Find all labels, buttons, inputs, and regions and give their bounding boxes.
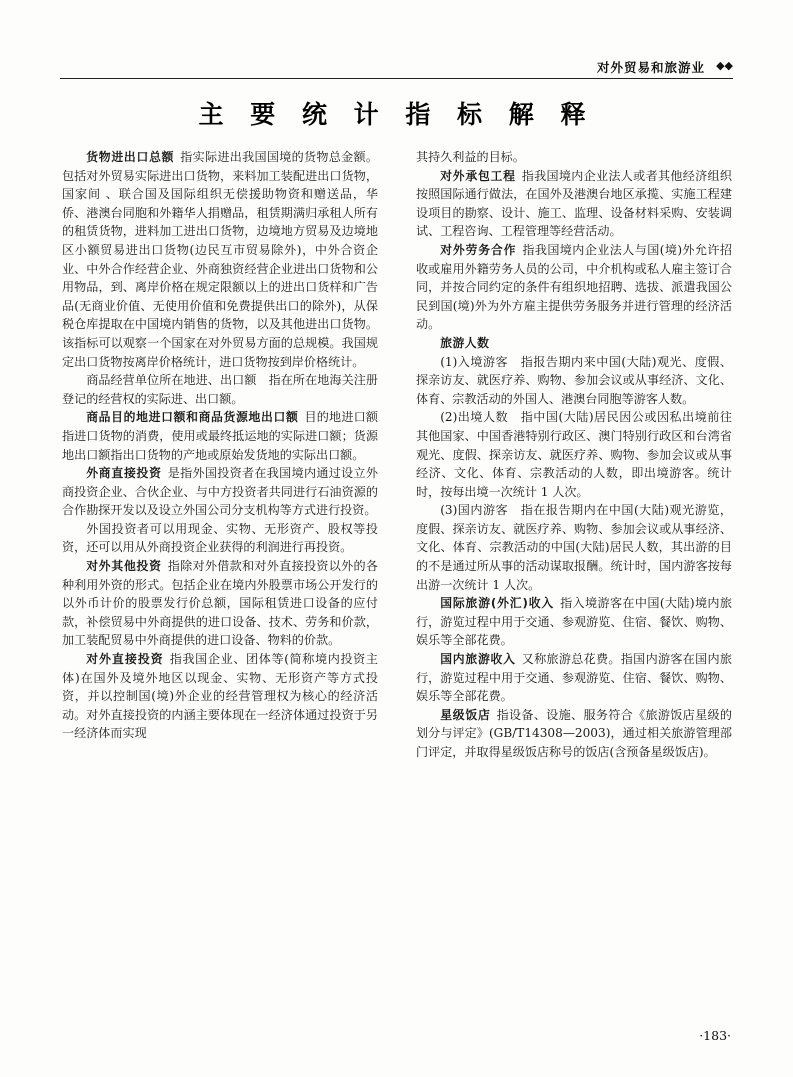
term-body: 指我国境内企业法人或者其他经济组织按照国际通行做法，在国外及港澳台地区承揽、实施工程建设项目的勘察、设计、施工、监理、设备材料采购、安装调试、工程咨询、工程管理等经营活动。 [416, 168, 732, 239]
term-body: 指除对外借款和对外直接投资以外的各种利用外资的形式。包括企业在境内外股票市场公开发行的以外币计价的股票发行价总额，国际租赁进口设备的应付款，补偿贸易中外商提供的进口设备、技术、劳务和价款，加工装配贸易中外商提供的进口设备、物料的价款。 [62, 559, 378, 648]
paragraph [416, 501, 732, 594]
left-column [62, 148, 378, 762]
term-body: 指实际进出我国国境的货物总金额。包括对外贸易实际进出口货物，来料加工装配进出口货物，国家间 、联合国及国际组织无偿援助物资和赠送品，华侨、港澳台同胞和外籍华人捐赠品，租赁期满归承租人所有的租赁货物，进料加工进出口货物，边境地方贸易及边境地区小额贸易进出口货物(边民互市贸易除外)，中外合资企业、中外合作经营企业、外商独资经营企业进出口货物和公用物品，到、离岸价格在规定限额以上的进出口货样和广告品(无商业价值、无使用价值和免费提供出口的除外)，从保税仓库提取在中国境内销售的货物，以及其他进出口货物。该指标可以观察一个国家在对外贸易方面的总规模。我国规定出口货物按离岸价格统计，进口货物按到岸价格统计。 [62, 150, 378, 369]
diamond-ornament-icon: ◆◆ [716, 59, 733, 72]
term-label: 外商直接投资 [86, 466, 162, 481]
term-label: 国内旅游收入 [440, 652, 516, 667]
term-body: (1)入境游客 指报告期内来中国(大陆)观光、度假、探亲访友、就医疗养、购物、参加会议或从事经济、文化、体育、宗教活动的外国人、港澳台同胞等游客人数。 [416, 354, 732, 406]
paragraph [62, 464, 378, 520]
page-header [60, 58, 733, 84]
page-number: ·183· [699, 1028, 731, 1043]
paragraph [416, 241, 732, 334]
term-label: 对外其他投资 [86, 559, 162, 574]
paragraph [416, 334, 732, 353]
paragraph [62, 371, 378, 408]
term-body: 其持久利益的目标。 [416, 150, 525, 164]
term-label: 对外直接投资 [86, 652, 164, 667]
term-body: 指我国企业、团体等(简称境内投资主体)在国外及境外地区以现金、实物、无形资产等方式投资，并以控制国(境)外企业的经营管理权为核心的经济活动。对外直接投资的内涵主要体现在一经济体通过投资于另一经济体而实现 [62, 652, 378, 741]
term-body: 目的地进口额指进口货物的消费，使用或最终抵运地的实际进口额；货源地出口额指出口货物的产地或原始发货地的实际出口额。 [62, 410, 378, 462]
term-body: 指入境游客在中国(大陆)境内旅行，游览过程中用于交通、参观游览、住宿、餐饮、购物、娱乐等全部花费。 [416, 596, 732, 648]
two-column-body [62, 148, 732, 762]
term-body: (3)国内游客 指在报告期内在中国(大陆)观光游览，度假、探亲访友、就医疗养、购物、参加会议或从事经济、文化、体育、宗教活动的中国(大陆)居民人数，其出游的目的不是通过所从事的活动谋取报酬。统计时，国内游客按每出游一次统计 1 人次。 [416, 503, 732, 592]
paragraph [416, 148, 732, 167]
right-column [416, 148, 732, 762]
term-body: 是指外国投资者在我国境内通过设立外商投资企业、合伙企业、与中方投资者共同进行石油资源的合作勘探开发以及设立外国公司分支机构等方式进行投资。 [62, 466, 378, 518]
paragraph [62, 557, 378, 650]
term-body: 指我国境内企业法人与国(境)外允许招收或雇用外籍劳务人员的公司，中介机构或私人雇主签订合同，并按合同约定的条件有组织地招聘、选拔、派遣我国公民到国(境)外为外方雇主提供劳务服务并进行管理的经济活动。 [416, 242, 732, 332]
term-label: 对外承包工程 [440, 168, 516, 183]
paragraph [416, 594, 732, 650]
term-label: 旅游人数 [440, 335, 490, 350]
header-section-title: 对外贸易和旅游业 [596, 60, 705, 75]
term-label: 星级饭店 [440, 707, 491, 722]
header-divider [60, 78, 733, 79]
term-body: 又称旅游总花费。指国内游客在国内旅行，游览过程中用于交通、参观游览、住宿、餐饮、购物、娱乐等全部花费。 [416, 652, 732, 704]
paragraph [416, 408, 732, 501]
term-body: 指设备、设施、服务符合《旅游饭店星级的划分与评定》(GB/T14308—2003)，通过相关旅游管理部门评定，并取得星级饭店称号的饭店(含预备星级饭店)。 [416, 707, 732, 759]
paragraph [62, 520, 378, 557]
paragraph [416, 650, 732, 706]
term-label: 对外劳务合作 [440, 242, 517, 257]
page-title: 主 要 统 计 指 标 解 释 [198, 100, 595, 129]
term-body: 商品经营单位所在地进、出口额 指在所在地海关注册登记的经营权的实际进、出口额。 [62, 373, 378, 406]
term-body: (2)出境人数 指中国(大陆)居民因公或因私出境前往其他国家、中国香港特别行政区、澳门特别行政区和台湾省观光、度假、探亲访友、就医疗养、购物、参加会议或从事经济、文化、体育、宗教活动的人数，即出境游客。统计时，按每出境一次统计 1 人次。 [416, 410, 732, 499]
paragraph [62, 650, 378, 743]
paragraph [62, 408, 378, 464]
term-label: 国际旅游(外汇)收入 [440, 596, 555, 611]
term-label: 货物进出口总额 [86, 150, 175, 164]
paragraph [62, 148, 378, 371]
paragraph [416, 353, 732, 409]
term-body: 外国投资者可以用现金、实物、无形资产、股权等投资，还可以用从外商投资企业获得的利润进行再投资。 [62, 521, 378, 555]
term-label: 商品目的地进口额和商品货源地出口额 [86, 410, 299, 425]
paragraph [416, 706, 732, 762]
paragraph [416, 167, 732, 241]
